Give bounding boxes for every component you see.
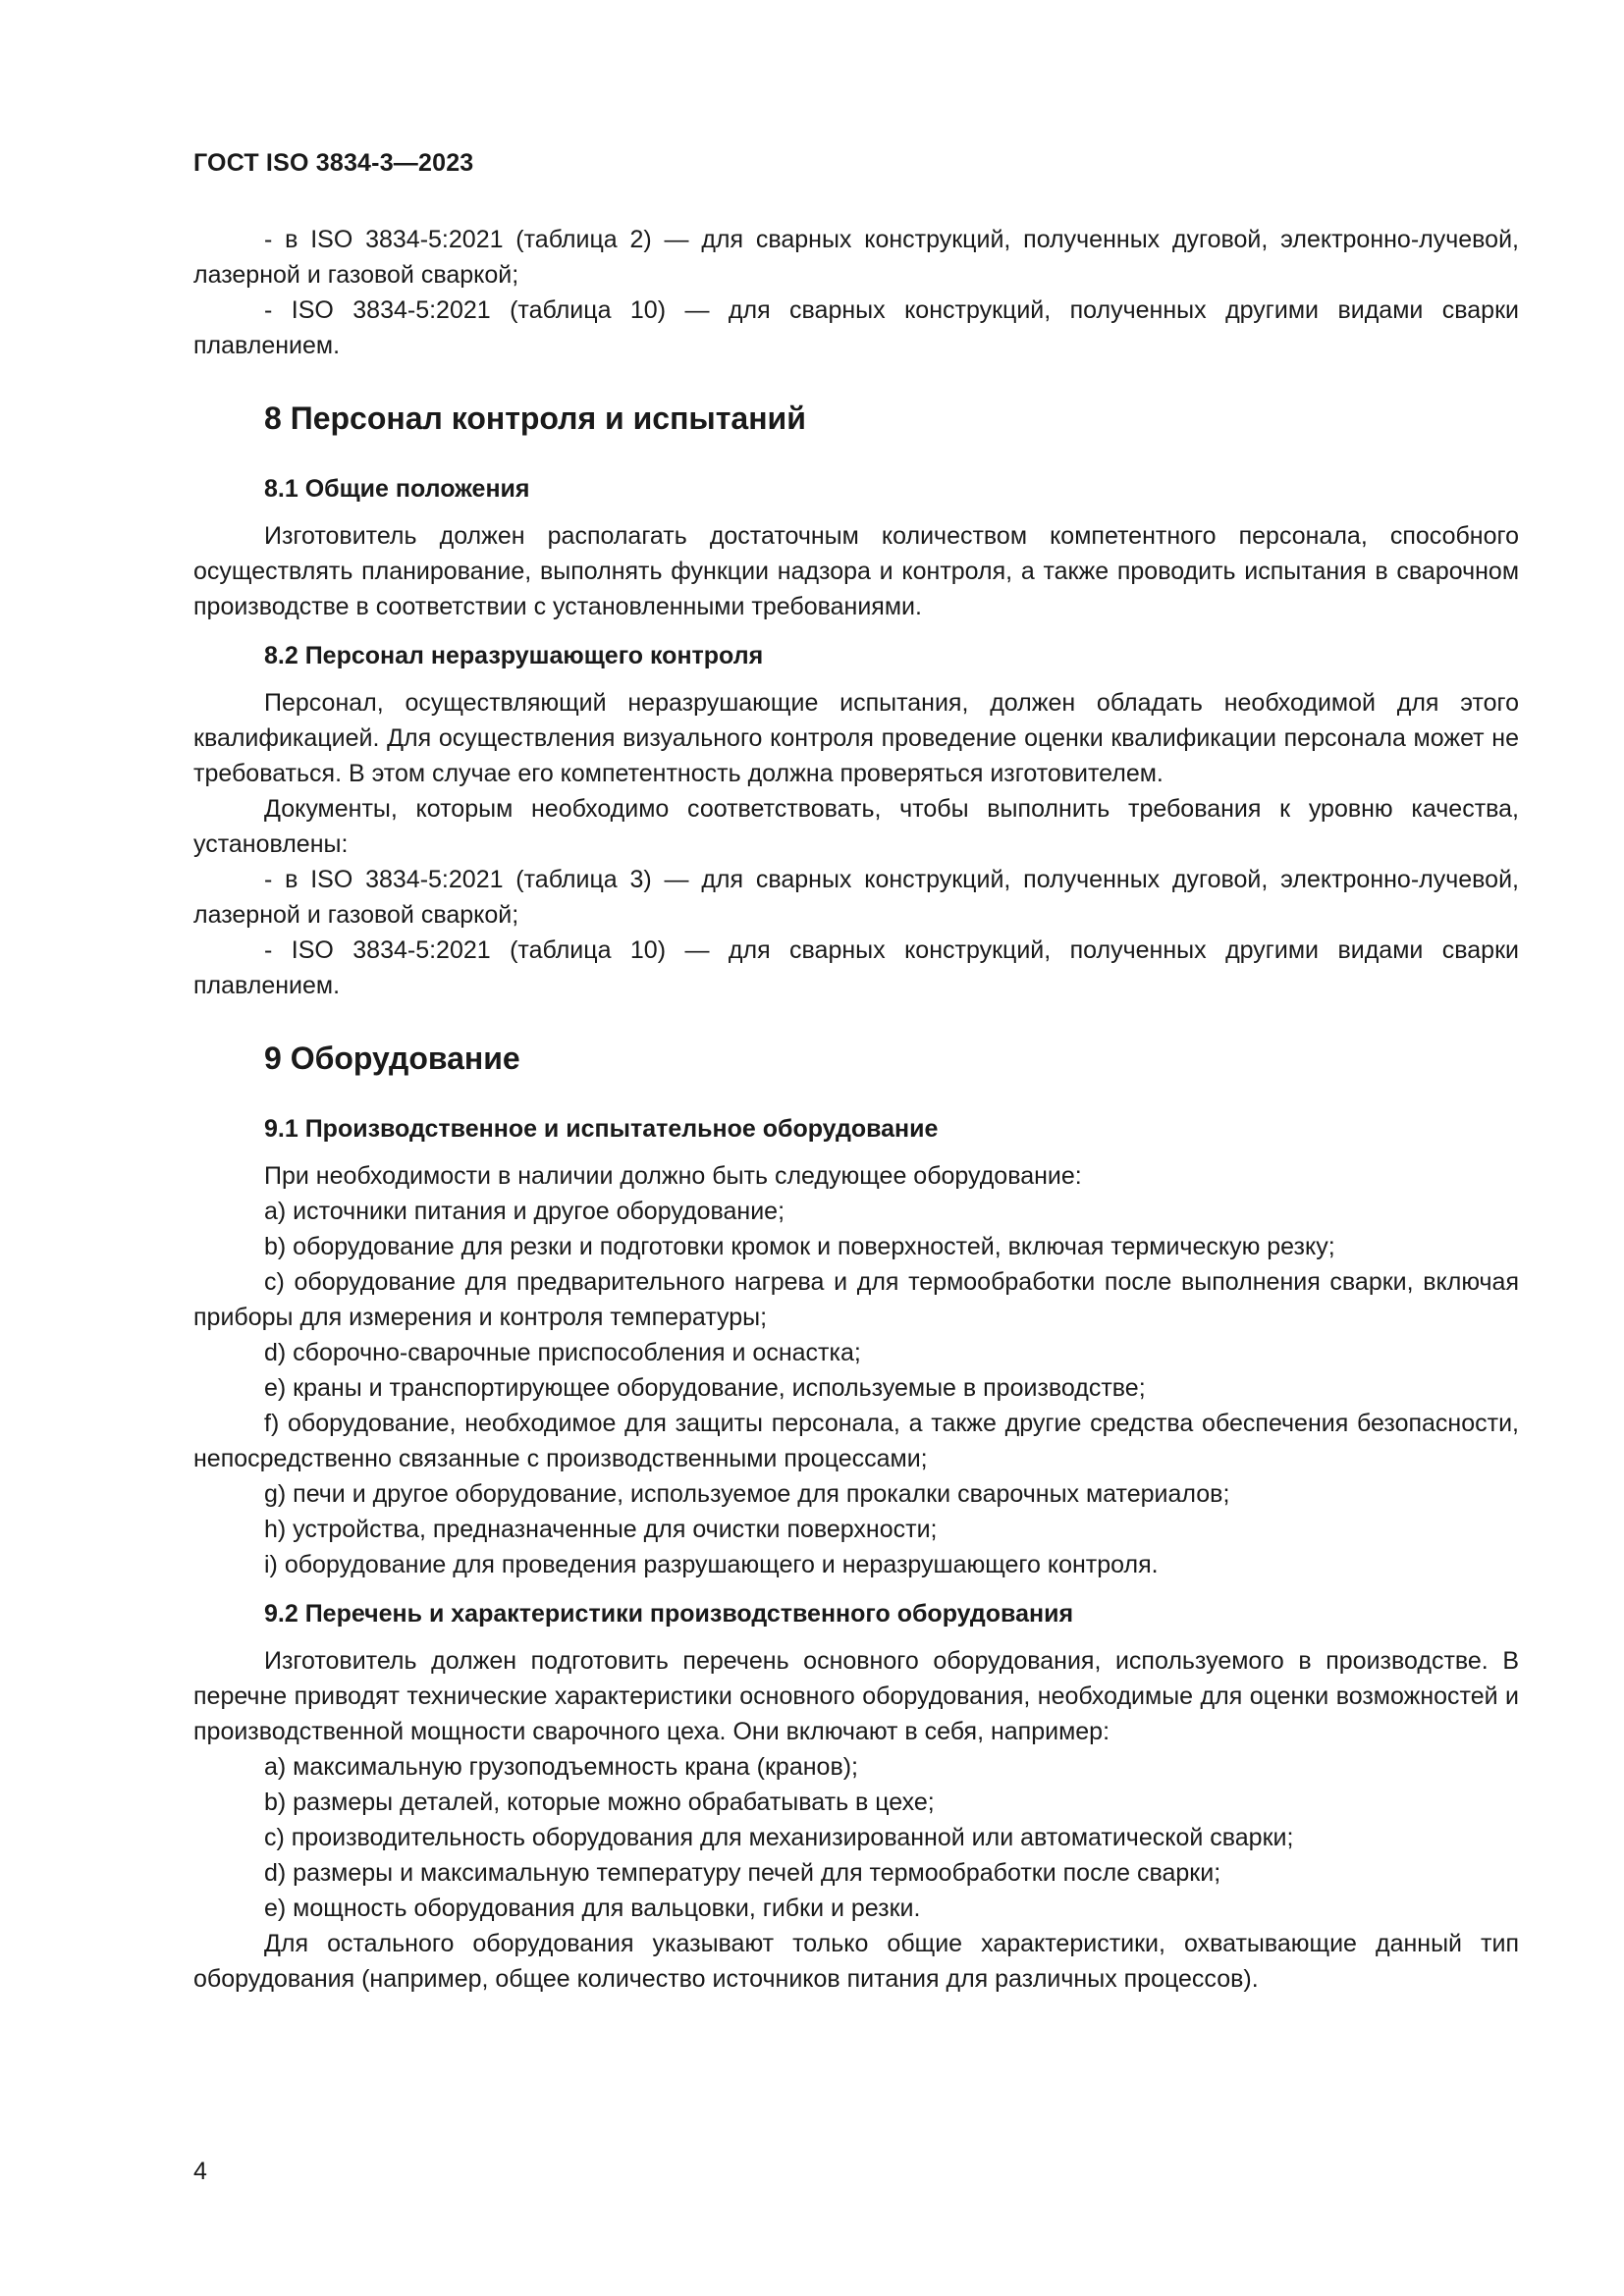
list-item: a) максимальную грузоподъемность крана (кранов); <box>264 1753 858 1781</box>
paragraph: Изготовитель должен располагать достаточным количеством компетентного персонала, способного осуществлять планирование, выполнять функции надзора и контроля, а также проводить испытания в сварочном производстве в соответствии с установленными требованиями. <box>193 522 1519 620</box>
paragraph: Для остального оборудования указывают только общие характеристики, охватывающие данный тип оборудования (например, общее количество источников питания для различных процессов). <box>193 1930 1519 1993</box>
paragraph: Документы, которым необходимо соответствовать, чтобы выполнить требования к уровню качества, установлены: <box>193 795 1519 858</box>
page-content <box>193 222 1519 1997</box>
list-item: - в ISO 3834-5:2021 (таблица 3) — для сварных конструкций, полученных дуговой, электронно-лучевой, лазерной и газовой сваркой; <box>193 866 1519 929</box>
paragraph: Изготовитель должен подготовить перечень основного оборудования, используемого в производстве. В перечне приводят технические характеристики основного оборудования, необходимые для оценки возможностей и производственной мощности сварочного цеха. Они включают в себя, например: <box>193 1647 1519 1745</box>
list-item: e) мощность оборудования для вальцовки, гибки и резки. <box>264 1895 921 1922</box>
list-item: - ISO 3834-5:2021 (таблица 10) — для сварных конструкций, полученных другими видами сварки плавлением. <box>193 936 1519 999</box>
paragraph: При необходимости в наличии должно быть следующее оборудование: <box>264 1162 1082 1190</box>
list-item: b) оборудование для резки и подготовки кромок и поверхностей, включая термическую резку; <box>264 1233 1335 1260</box>
list-item: b) размеры деталей, которые можно обрабатывать в цехе; <box>264 1789 935 1816</box>
list-item: h) устройства, предназначенные для очистки поверхности; <box>264 1516 938 1543</box>
paragraph: Персонал, осуществляющий неразрушающие испытания, должен обладать необходимой для этого квалификацией. Для осуществления визуального контроля проведение оценки квалификации персонала может не требоваться. В этом случае его компетентность должна проверяться изготовителем. <box>193 689 1519 787</box>
page-number: 4 <box>193 2158 207 2185</box>
document-header: ГОСТ ISO 3834-3—2023 <box>193 149 474 177</box>
intro-list-item: - ISO 3834-5:2021 (таблица 10) — для сварных конструкций, полученных другими видами сварки плавлением. <box>193 296 1519 359</box>
list-item: g) печи и другое оборудование, используемое для прокалки сварочных материалов; <box>264 1480 1230 1508</box>
subsection-8-1-heading: 8.1 Общие положения <box>264 475 530 503</box>
subsection-9-2-heading: 9.2 Перечень и характеристики производственного оборудования <box>264 1600 1074 1628</box>
list-item: e) краны и транспортирующее оборудование, используемые в производстве; <box>264 1374 1146 1402</box>
intro-list-item: - в ISO 3834-5:2021 (таблица 2) — для сварных конструкций, полученных дуговой, электронно-лучевой, лазерной и газовой сваркой; <box>193 226 1519 289</box>
section-9-heading: 9 Оборудование <box>264 1041 520 1076</box>
list-item: i) оборудование для проведения разрушающего и неразрушающего контроля. <box>264 1551 1159 1578</box>
list-item: c) производительность оборудования для механизированной или автоматической сварки; <box>264 1824 1294 1851</box>
list-item: c) оборудование для предварительного нагрева и для термообработки после выполнения сварки, включая приборы для измерения и контроля температуры; <box>193 1268 1519 1331</box>
list-item: f) оборудование, необходимое для защиты персонала, а также другие средства обеспечения безопасности, непосредственно связанные с производственными процессами; <box>193 1410 1519 1472</box>
section-8-heading: 8 Персонал контроля и испытаний <box>264 400 806 436</box>
subsection-8-2-heading: 8.2 Персонал неразрушающего контроля <box>264 642 764 669</box>
subsection-9-1-heading: 9.1 Производственное и испытательное оборудование <box>264 1115 939 1143</box>
list-item: d) сборочно-сварочные приспособления и оснастка; <box>264 1339 861 1366</box>
list-item: a) источники питания и другое оборудование; <box>264 1198 785 1225</box>
list-item: d) размеры и максимальную температуру печей для термообработки после сварки; <box>264 1859 1221 1887</box>
